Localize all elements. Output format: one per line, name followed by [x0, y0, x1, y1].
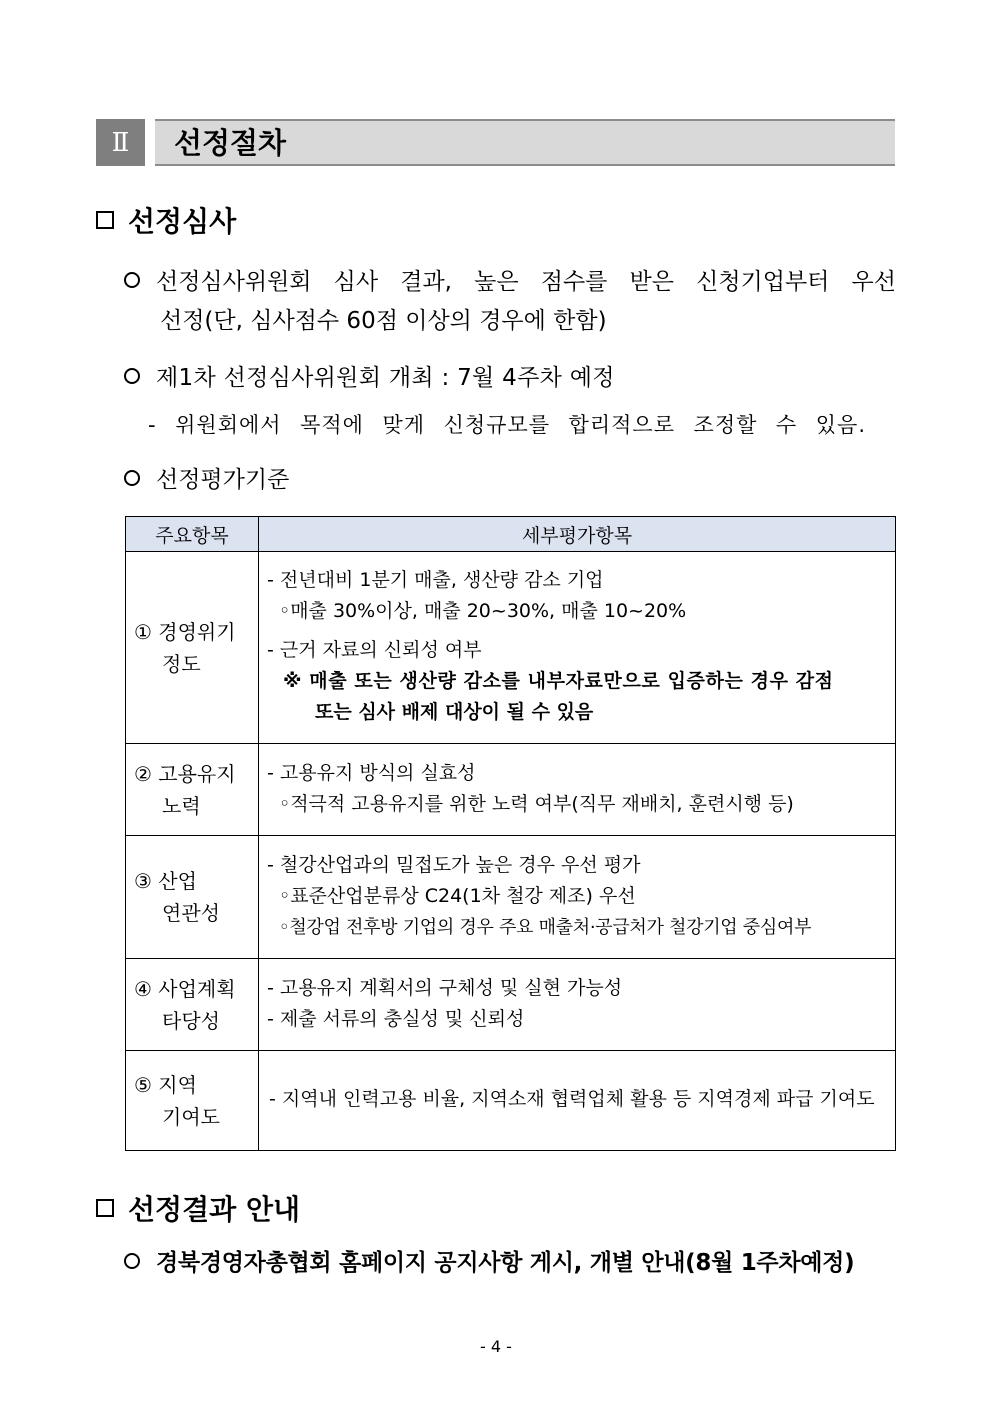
table-row: [126, 552, 896, 744]
screening-heading-text: 선정심사: [128, 205, 237, 238]
detail-line: - 고용유지 계획서의 구체성 및 실현 가능성: [267, 976, 623, 999]
category-label-2: 노력: [162, 793, 201, 818]
row-category: [126, 959, 259, 1051]
category-label: ⑤ 지역: [134, 1072, 197, 1097]
table-header-detail: 세부평가항목: [259, 517, 896, 552]
category-label-2: 정도: [162, 651, 201, 676]
category-label: ② 고용유지: [134, 761, 236, 786]
row-category: [126, 552, 259, 744]
screening-bullet-1: [124, 262, 896, 302]
category-label: ④ 사업계획: [134, 976, 236, 1001]
detail-line: ◦적극적 고용유지를 위한 노력 여부(직무 재배치, 훈련시행 등): [279, 792, 794, 815]
detail-line: - 지역내 인력고용 비율, 지역소재 협력업체 활용 등 지역경제 파급 기여도: [269, 1088, 875, 1110]
circle-bullet-icon: [124, 272, 140, 288]
result-heading-text: 선정결과 안내: [128, 1193, 301, 1226]
circle-bullet-icon: [124, 368, 140, 384]
screening-bullet-2-text: 제1차 선정심사위원회 개최 : 7월 4주차 예정: [156, 365, 615, 391]
category-label: ③ 산업: [134, 869, 197, 893]
table-row: [126, 1051, 896, 1151]
detail-line: - 근거 자료의 신뢰성 여부: [267, 639, 482, 661]
detail-line: ◦철강업 전후방 기업의 경우 주요 매출처·공급처가 철강기업 중심여부: [279, 916, 812, 938]
detail-line: - 전년대비 1분기 매출, 생산량 감소 기업: [267, 569, 604, 591]
circle-bullet-icon: [124, 1253, 140, 1269]
screening-bullet-2-sub: - 위원회에서 목적에 맞게 신청규모를 합리적으로 조정할 수 있음.: [148, 413, 866, 437]
detail-note: ※ 매출 또는 생산량 감소를 내부자료만으로 입증하는 경우 감점: [283, 670, 834, 692]
row-category: [126, 836, 259, 959]
category-label-2: 기여도: [162, 1104, 220, 1129]
screening-bullet-1-line2: 선정(단, 심사점수 60점 이상의 경우에 한함): [160, 308, 607, 334]
table-row: [126, 744, 896, 836]
detail-line: - 고용유지 방식의 실효성: [267, 761, 476, 784]
detail-line: ◦매출 30%이상, 매출 20~30%, 매출 10~20%: [279, 600, 687, 622]
row-detail: [259, 959, 896, 1051]
circle-bullet-icon: [124, 470, 140, 486]
square-bullet-icon: [96, 1199, 114, 1217]
category-label-2: 연관성: [162, 901, 220, 925]
screening-bullet-3-text: 선정평가기준: [156, 467, 290, 493]
row-detail: [259, 1051, 896, 1151]
table-header-category: 주요항목: [126, 517, 259, 552]
category-label-2: 타당성: [162, 1008, 220, 1033]
table-row: [126, 959, 896, 1051]
row-category: [126, 744, 259, 836]
detail-line: - 제출 서류의 충실성 및 신뢰성: [267, 1007, 525, 1030]
criteria-table: [125, 516, 896, 1151]
row-category: [126, 1051, 259, 1151]
screening-bullet-2: [124, 358, 615, 398]
screening-bullet-3: [124, 460, 289, 500]
result-heading: [96, 1190, 300, 1230]
row-detail: [259, 744, 896, 836]
result-bullet-1: [124, 1243, 854, 1283]
row-detail: [259, 836, 896, 959]
row-detail: [259, 552, 896, 744]
category-label: ① 경영위기: [134, 619, 236, 644]
screening-bullet-1-line1: 선정심사위원회 심사 결과, 높은 점수를 받은 신청기업부터 우선: [156, 269, 896, 295]
section-number: Ⅱ: [96, 119, 145, 166]
result-bullet-1-text: 경북경영자총협회 홈페이지 공지사항 게시, 개별 안내(8월 1주차예정): [156, 1250, 855, 1276]
square-bullet-icon: [96, 211, 114, 229]
section-title: 선정절차: [174, 126, 287, 160]
page-number: - 4 -: [480, 1337, 512, 1356]
table-row: [126, 836, 896, 959]
detail-line: - 철강산업과의 밀접도가 높은 경우 우선 평가: [267, 853, 641, 876]
detail-line: ◦표준산업분류상 C24(1차 철강 제조) 우선: [279, 884, 636, 907]
screening-heading: [96, 202, 236, 242]
detail-note: 또는 심사 배제 대상이 될 수 있음: [315, 701, 594, 723]
